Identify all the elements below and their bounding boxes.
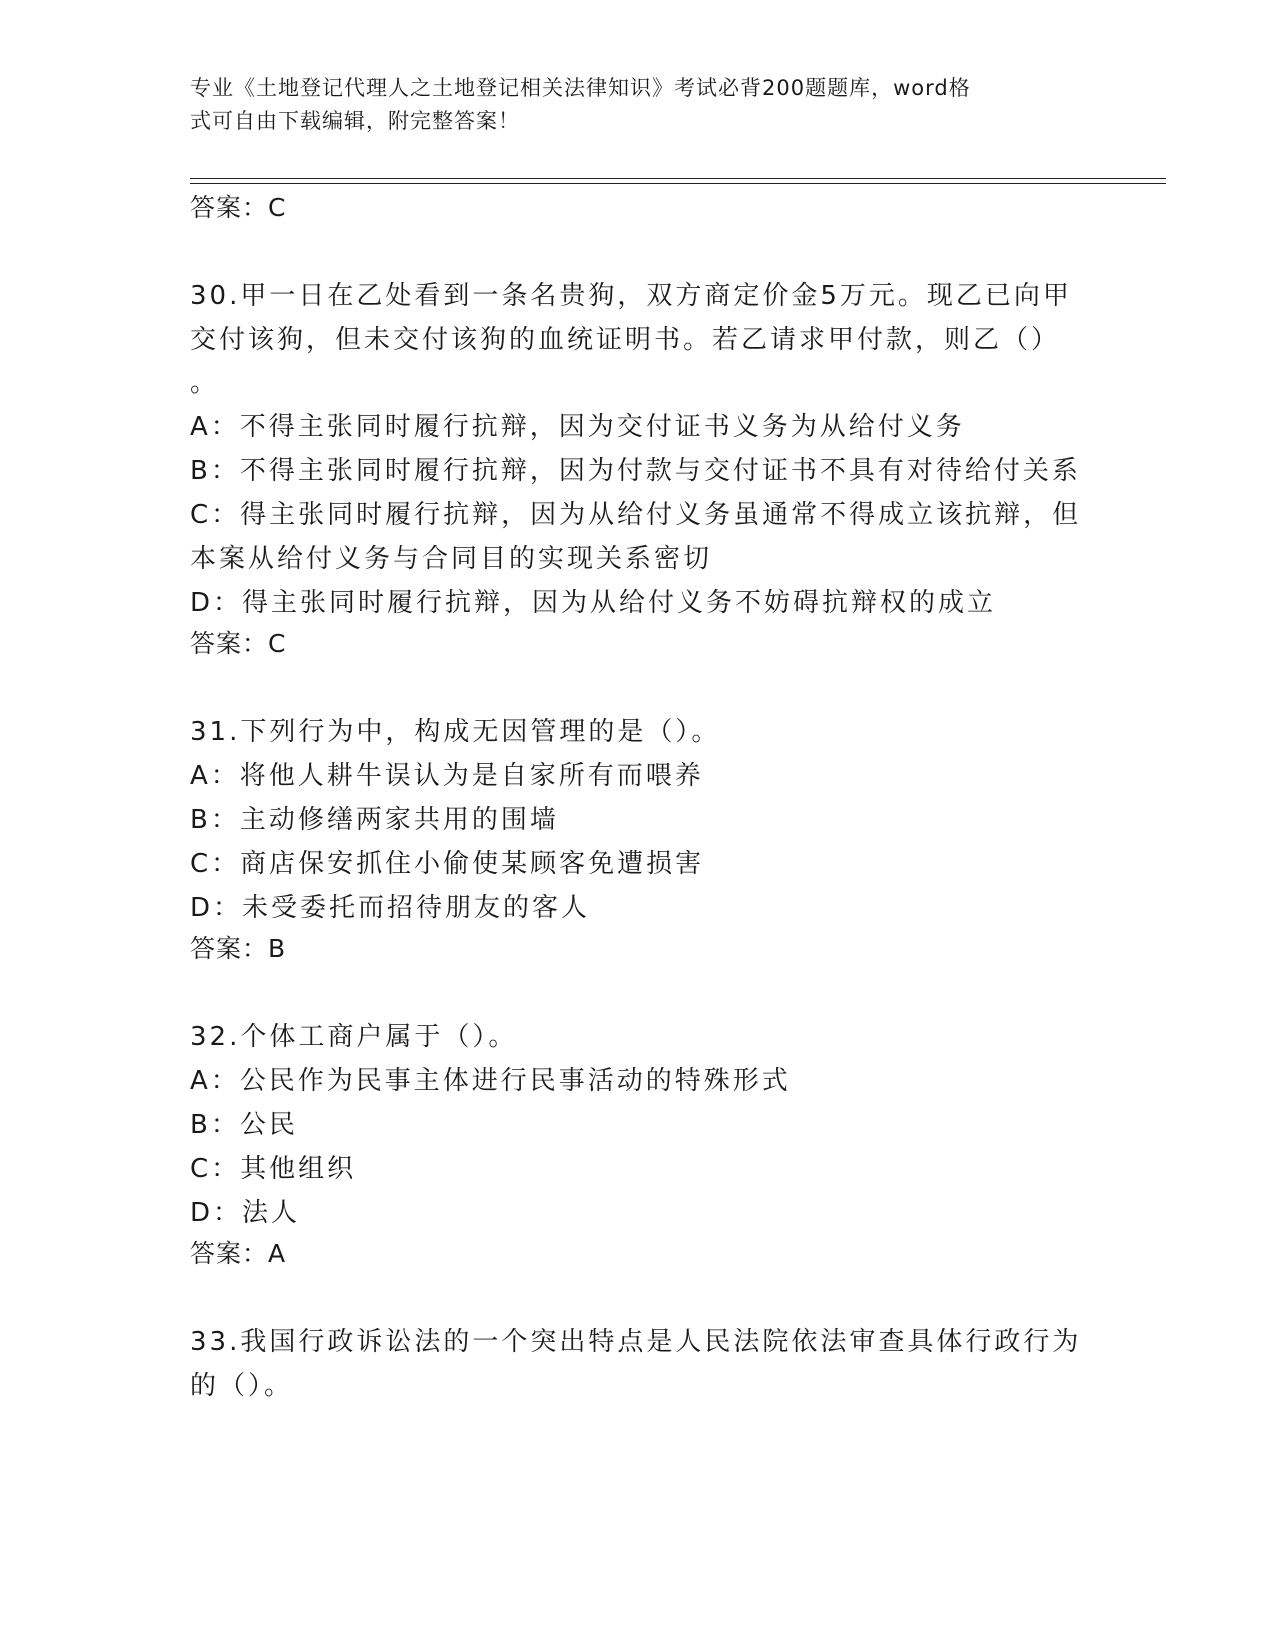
- q32-option-a: A：公民作为民事主体进行民事活动的特殊形式: [190, 1066, 791, 1096]
- q30-stem-line-1: 30.甲一日在乙处看到一条名贵狗，双方商定价金5万元。现乙已向甲: [190, 281, 1072, 311]
- q31-stem: 31.下列行为中，构成无因管理的是（）。: [190, 717, 721, 747]
- q30-stem-line-2: 交付该狗，但未交付该狗的血统证明书。若乙请求甲付款，则乙（）: [190, 325, 1061, 355]
- header-line-2: 式可自由下载编辑，附完整答案！: [190, 109, 520, 133]
- q30-option-b: B：不得主张同时履行抗辩，因为付款与交付证书不具有对待给付关系: [190, 456, 1081, 486]
- q30-option-c-line-1: C：得主张同时履行抗辩，因为从给付义务虽通常不得成立该抗辩，但: [190, 500, 1082, 530]
- document-header: [190, 72, 1090, 138]
- q32-option-b: B：公民: [190, 1110, 298, 1140]
- q31-option-b: B：主动修缮两家共用的围墙: [190, 805, 559, 835]
- q30-answer: 答案：C: [190, 629, 287, 658]
- q32-option-d: D：法人: [190, 1198, 301, 1228]
- q33-stem-line-2: 的（）。: [190, 1371, 294, 1401]
- previous-answer: 答案：C: [190, 193, 287, 222]
- q30-option-c-line-2: 本案从给付义务与合同目的实现关系密切: [190, 544, 713, 574]
- q30-option-d: D：得主张同时履行抗辩，因为从给付义务不妨碍抗辩权的成立: [190, 588, 997, 618]
- q33-stem-line-1: 33.我国行政诉讼法的一个突出特点是人民法院依法审查具体行政行为: [190, 1327, 1082, 1357]
- header-line-1: 专业《土地登记代理人之土地登记相关法律知识》考试必背200题题库，word格: [190, 76, 971, 100]
- q31-option-a: A：将他人耕牛误认为是自家所有而喂养: [190, 761, 704, 791]
- q31-answer: 答案：B: [190, 934, 287, 963]
- q32-stem: 32.个体工商户属于（）。: [190, 1022, 518, 1052]
- q32-answer: 答案：A: [190, 1239, 287, 1268]
- q31-option-c: C：商店保安抓住小偷使某顾客免遭损害: [190, 849, 705, 879]
- header-divider-bottom: [190, 183, 1166, 184]
- q32-option-c: C：其他组织: [190, 1154, 357, 1184]
- q30-option-a: A：不得主张同时履行抗辩，因为交付证书义务为从给付义务: [190, 412, 965, 442]
- q30-stem-line-3: 。: [190, 368, 220, 398]
- q31-option-d: D：未受委托而招待朋友的客人: [190, 893, 591, 923]
- header-divider-top: [190, 178, 1166, 179]
